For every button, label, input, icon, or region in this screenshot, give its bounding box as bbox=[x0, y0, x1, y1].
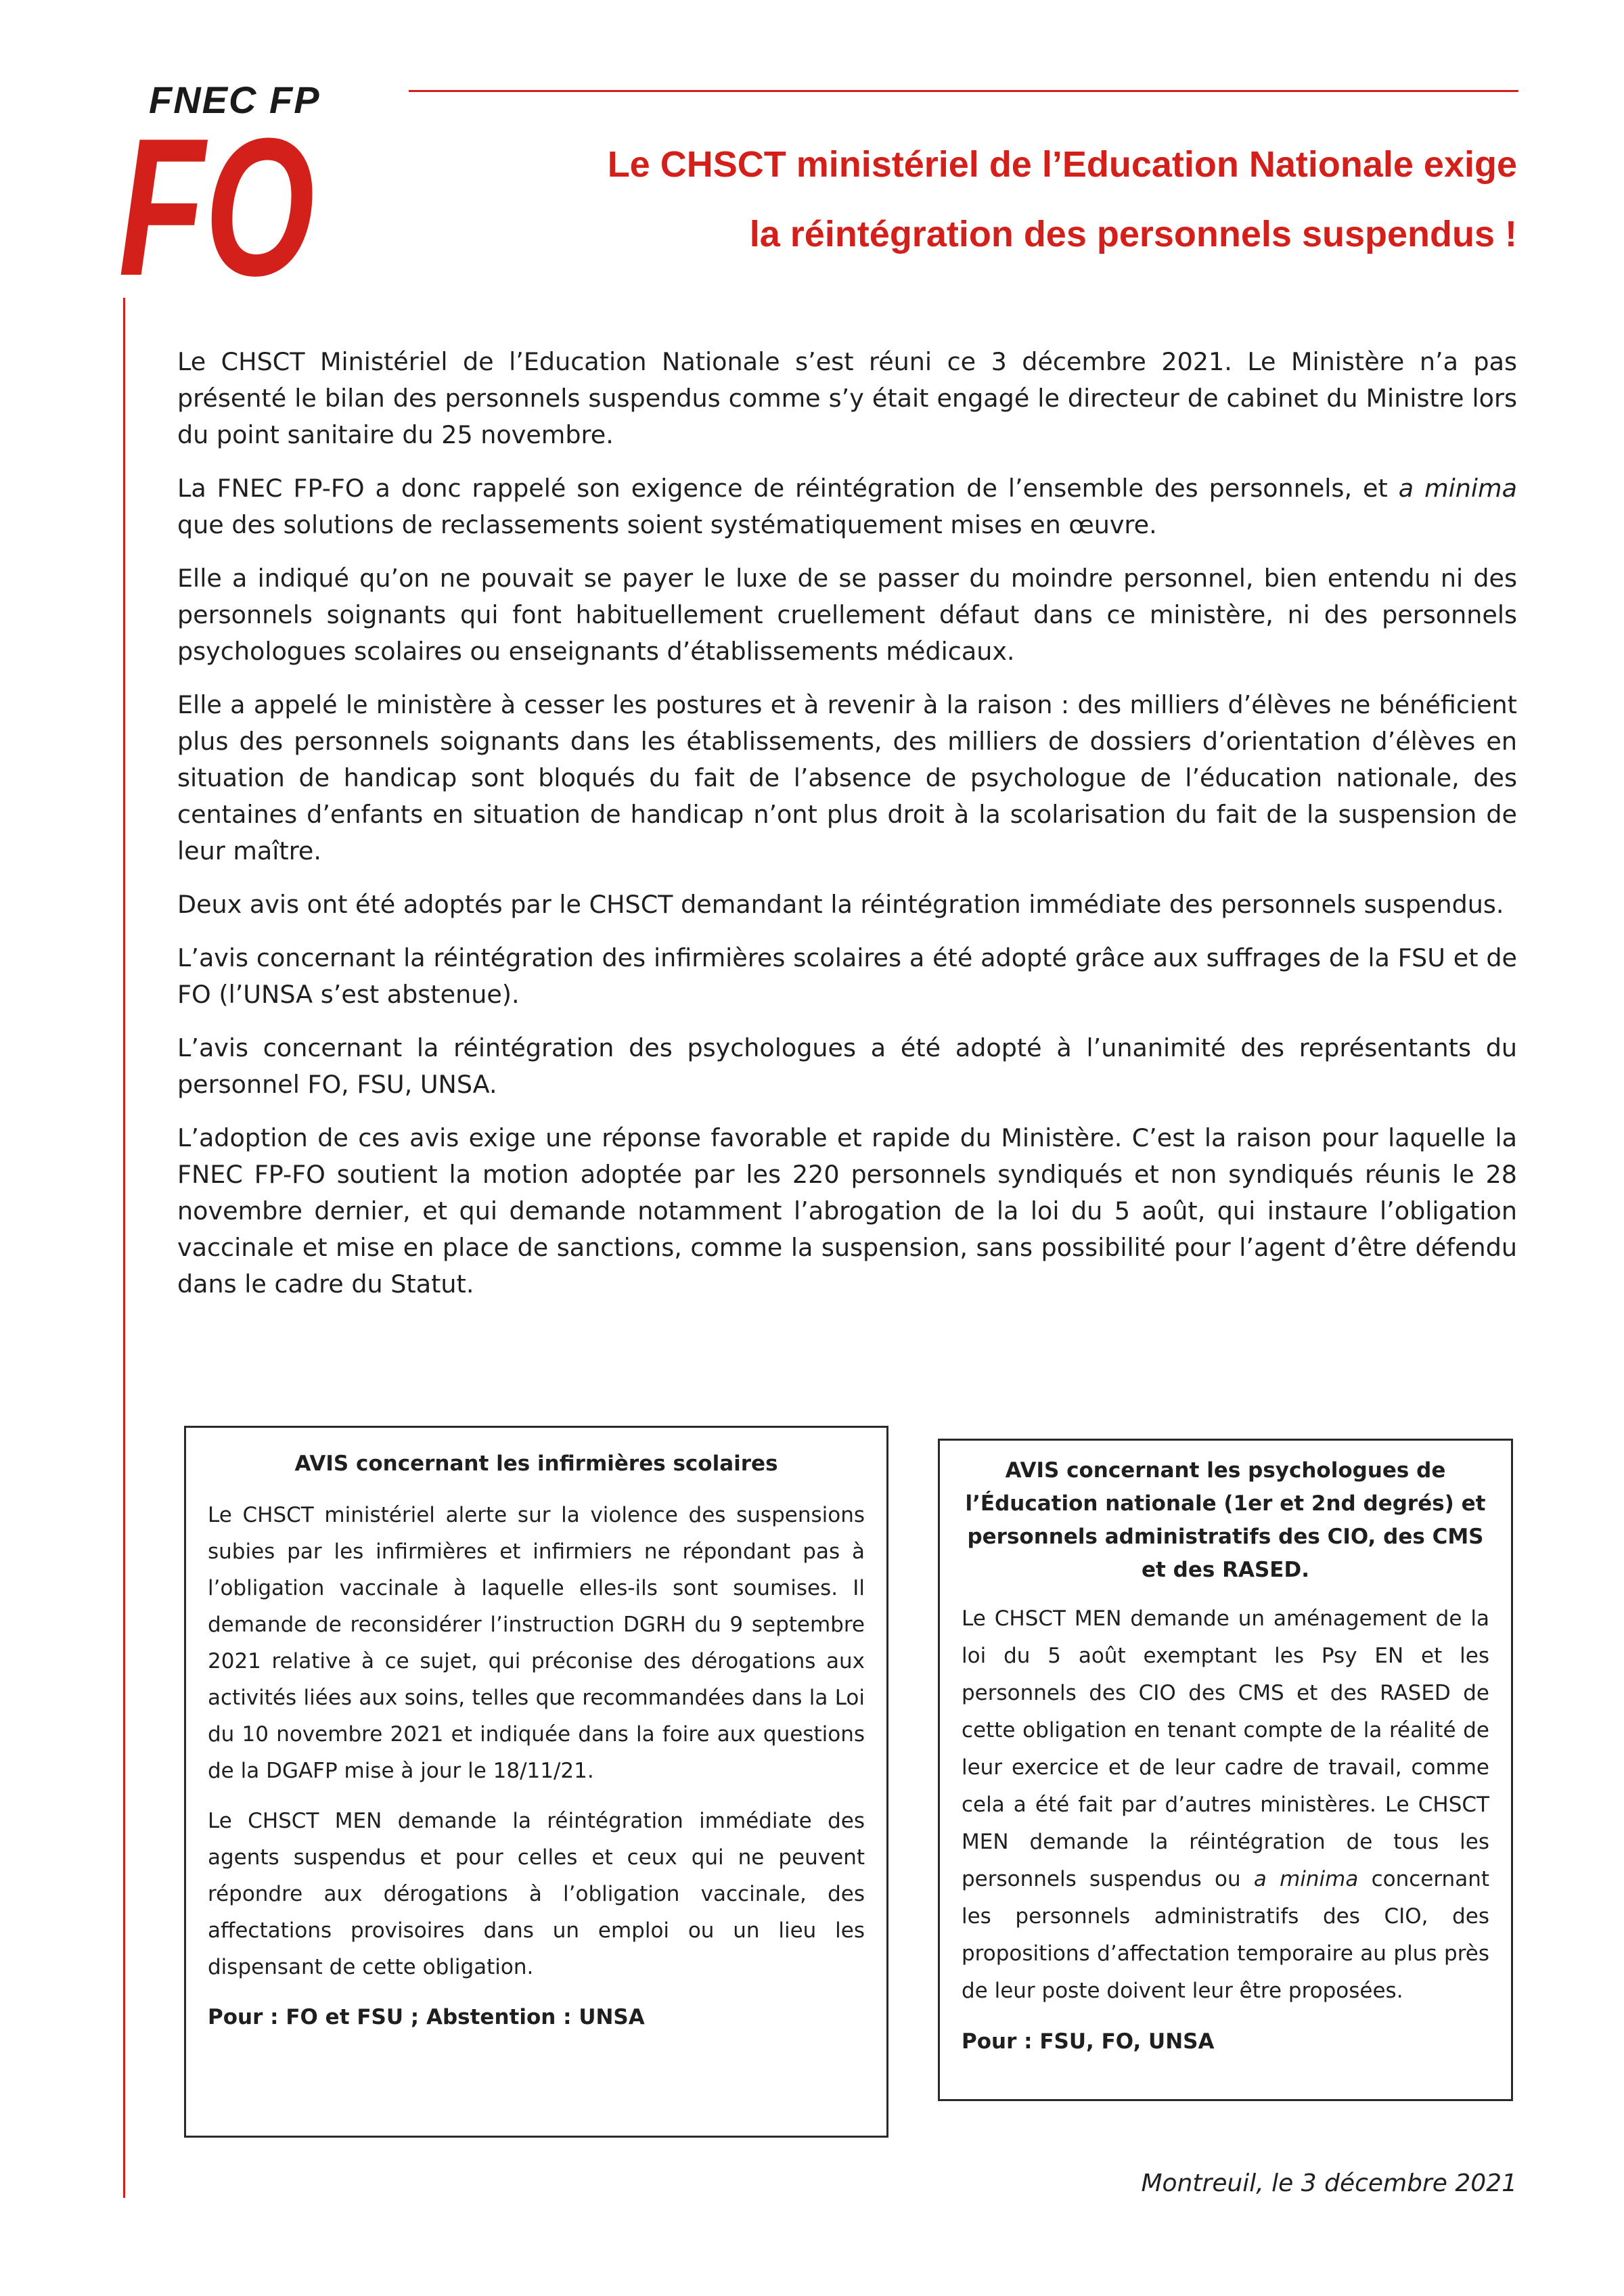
title-line-1: Le CHSCT ministériel de l’Education Nationale exige bbox=[607, 144, 1517, 185]
paragraph: Deux avis ont été adoptés par le CHSCT demandant la réintégration immédiate des personnels suspendus. bbox=[177, 890, 1504, 919]
page-title bbox=[367, 130, 1517, 269]
paragraph-emphasis: a minima bbox=[1398, 474, 1517, 503]
paragraph-text: Le CHSCT MEN demande un aménagement de la loi du 5 août exemptant les Psy EN et les personnels des CIO des CMS et des RASED de cette obligation en tenant compte de la réalité de leur exercice et de leur cadre de travail, comme cela a été fait par d’autres ministères. Le CHSCT MEN demande la réintégration de tous les personnels suspendus ou bbox=[962, 1606, 1489, 1891]
paragraph: L’adoption de ces avis exige une réponse favorable et rapide du Ministère. C’est la raison pour laquelle la FNEC FP-FO soutient la motion adoptée par les 220 personnels syndiqués et non syndiqués réunis le 28 novembre dernier, et qui demande notamment l’abrogation de la loi du 5 août, qui instaure l’obligation vaccinale et mise en place de sanctions, comme la suspension, sans possibilité pour l’agent d’être défendu dans le cadre du Statut. bbox=[177, 1123, 1517, 1299]
logo-fnec-text: FNEC FP bbox=[149, 78, 321, 121]
avis-infirmieres-box bbox=[184, 1426, 888, 2138]
avis-psychologues-box bbox=[938, 1439, 1513, 2101]
paragraph: Elle a appelé le ministère à cesser les postures et à revenir à la raison : des milliers d’élèves ne bénéficient plus des personnels soignants dans les établissements, des milliers de dossiers d’orientation d’élèves en situation de handicap sont bloqués du fait de l’absence de psychologue de l’éducation nationale, des centaines d’enfants en situation de handicap n’ont plus droit à la scolarisation du fait de la suspension de leur maître. bbox=[177, 690, 1517, 865]
avis-psychologues-vote: Pour : FSU, FO, UNSA bbox=[962, 2029, 1215, 2054]
paragraph-text: La FNEC FP-FO a donc rappelé son exigence de réintégration de l’ensemble des personnels, et bbox=[177, 474, 1399, 503]
avis-infirmieres-paragraph: Le CHSCT MEN demande la réintégration immédiate des agents suspendus et pour celles et ceux qui ne peuvent répondre aux dérogations à l’obligation vaccinale, des affectations provisoires dans un emploi ou un lieu les dispensant de cette obligation. bbox=[208, 1809, 865, 1979]
avis-infirmieres-vote: Pour : FO et FSU ; Abstention : UNSA bbox=[208, 2005, 645, 2029]
logo-fo-letters: FO bbox=[118, 115, 315, 288]
article-body bbox=[177, 344, 1517, 1320]
paragraph: Elle a indiqué qu’on ne pouvait se payer le luxe de se passer du moindre personnel, bien entendu ni des personnels soignants qui font habituellement cruellement défaut dans ce ministère, ni des personnels psychologues scolaires ou enseignants d’établissements médicaux. bbox=[177, 564, 1517, 666]
paragraph-emphasis: a minima bbox=[1253, 1867, 1359, 1891]
place-date-signature: Montreuil, le 3 décembre 2021 bbox=[1141, 2169, 1517, 2197]
paragraph: L’avis concernant la réintégration des psychologues a été adopté à l’unanimité des représentants du personnel FO, FSU, UNSA. bbox=[177, 1033, 1517, 1099]
header-rule bbox=[409, 90, 1518, 92]
paragraph bbox=[177, 470, 1517, 543]
fnec-fp-fo-logo bbox=[115, 80, 332, 291]
paragraph-text: concernant les personnels administratifs des CIO, des propositions d’affectation temporaire au plus près de leur poste doivent leur être proposées. bbox=[962, 1867, 1490, 2003]
avis-psychologues-paragraph bbox=[962, 1600, 1489, 2010]
avis-psychologues-heading: AVIS concernant les psychologues de l’Éducation nationale (1er et 2nd degrés) et personnels administratifs des CIO, des CMS et des RASED. bbox=[965, 1458, 1486, 1582]
margin-rule bbox=[123, 298, 125, 2198]
title-line-2: la réintégration des personnels suspendus ! bbox=[749, 214, 1517, 254]
avis-infirmieres-heading: AVIS concernant les infirmières scolaires bbox=[294, 1451, 778, 1476]
logo-fo-mark bbox=[115, 115, 318, 288]
paragraph: Le CHSCT Ministériel de l’Education Nationale s’est réuni ce 3 décembre 2021. Le Ministère n’a pas présenté le bilan des personnels suspendus comme s’y était engagé le directeur de cabinet du Ministre lors du point sanitaire du 25 novembre. bbox=[177, 347, 1517, 449]
avis-infirmieres-paragraph: Le CHSCT ministériel alerte sur la violence des suspensions subies par les infirmières et infirmiers ne répondant pas à l’obligation vaccinale à laquelle elles-ils sont soumises. Il demande de reconsidérer l’instruction DGRH du 9 septembre 2021 relative à ce sujet, qui préconise des dérogations aux activités liées aux soins, telles que recommandées dans la Loi du 10 novembre 2021 et indiquée dans la foire aux questions de la DGAFP mise à jour le 18/11/21. bbox=[208, 1503, 865, 1783]
paragraph: L’avis concernant la réintégration des infirmières scolaires a été adopté grâce aux suffrages de la FSU et de FO (l’UNSA s’est abstenue). bbox=[177, 943, 1517, 1009]
paragraph-text: que des solutions de reclassements soient systématiquement mises en œuvre. bbox=[177, 510, 1157, 539]
